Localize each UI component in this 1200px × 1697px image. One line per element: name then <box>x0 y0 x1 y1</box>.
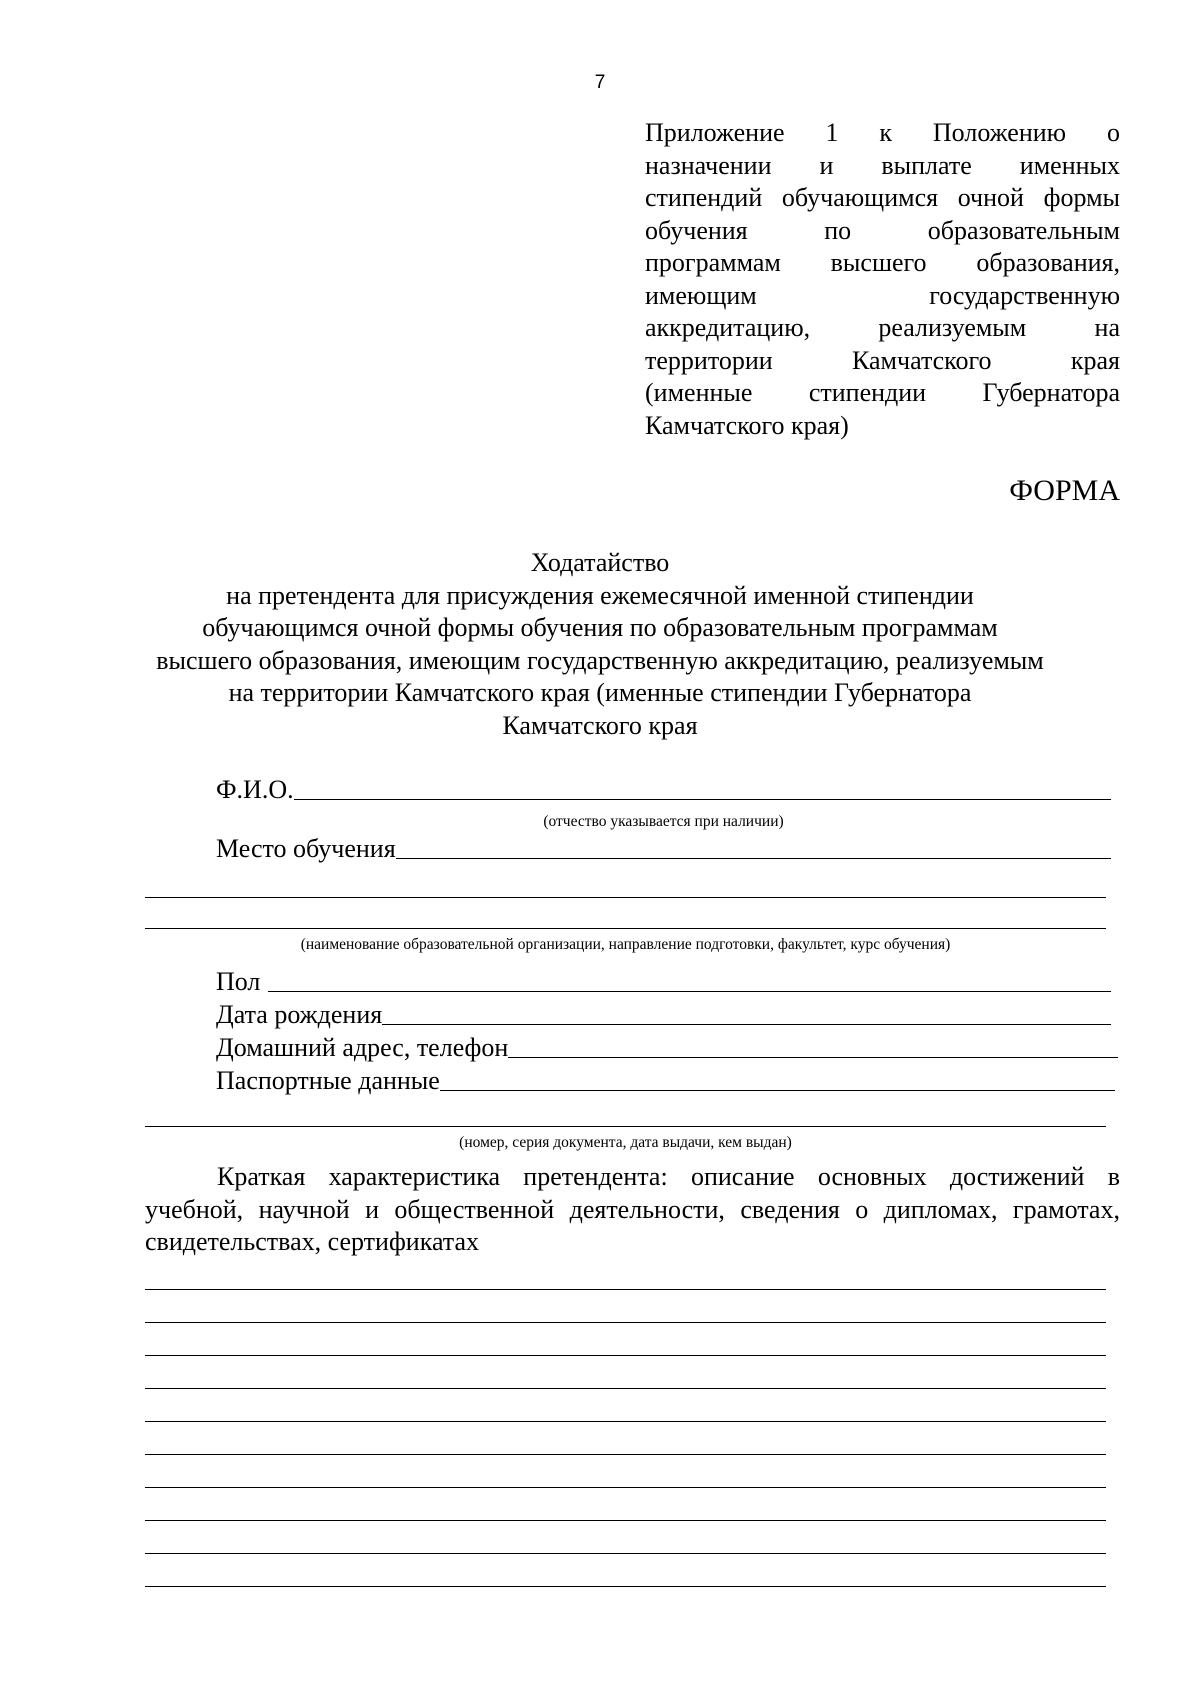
word: имеющим <box>645 280 757 310</box>
word: назначении <box>645 150 772 180</box>
appendix-line <box>645 247 1120 280</box>
characteristic-blank-line[interactable] <box>145 1454 1106 1455</box>
petition-title-line: на территории Камчатского края (именные стипендии Губернатора <box>228 678 972 707</box>
word: реализуемым <box>878 313 1027 342</box>
fio-label: Ф.И.О. <box>216 775 294 804</box>
appendix-line <box>645 377 1120 410</box>
petition-title-line: Камчатского края <box>502 710 698 740</box>
appendix-line: Камчатского края) <box>645 410 849 440</box>
word: (именные <box>645 378 753 407</box>
word: образовательным <box>927 215 1120 245</box>
characteristic-blank-line[interactable] <box>145 1421 1106 1422</box>
birth-date-input-line[interactable] <box>382 1024 1111 1025</box>
word: формы <box>1043 183 1120 212</box>
birth-date-field <box>216 1000 1111 1030</box>
word: аккредитацию, <box>645 313 811 342</box>
address-label: Домашний адрес, телефон <box>216 1033 509 1062</box>
word: выплате <box>881 150 972 180</box>
appendix-line <box>645 280 1120 313</box>
word: научной <box>258 1194 350 1224</box>
characteristic-text <box>145 1161 1120 1259</box>
characteristic-blank-line[interactable] <box>145 1388 1106 1389</box>
word: и <box>819 150 834 180</box>
word: Краткая <box>217 1162 306 1191</box>
characteristic-blank-line[interactable] <box>145 1553 1106 1554</box>
appendix-line <box>645 117 1120 150</box>
passport-input-line[interactable] <box>440 1090 1115 1091</box>
word: в <box>1107 1162 1120 1191</box>
petition-heading: Ходатайство <box>530 548 670 577</box>
petition-title-line: на претендента для присуждения ежемесячной именной стипендии <box>226 580 974 610</box>
petition-title <box>100 547 1100 742</box>
word: стипендии <box>808 378 927 407</box>
study-place-input-line[interactable] <box>396 858 1111 859</box>
word: Камчатского <box>852 345 992 375</box>
characteristic-line <box>145 1194 1120 1227</box>
word: претендента: <box>523 1162 668 1191</box>
study-place-field <box>216 834 1111 864</box>
form-label: ФОРМА <box>1009 474 1120 507</box>
fio-input-line[interactable] <box>294 799 1111 800</box>
word: о <box>855 1194 869 1224</box>
word: учебной, <box>145 1194 244 1224</box>
word: территории <box>645 345 773 375</box>
gender-field <box>216 967 1111 997</box>
word: сведения <box>740 1194 840 1224</box>
passport-extra-line[interactable] <box>145 1126 1106 1127</box>
word: дипломах, <box>883 1194 998 1224</box>
word: общественной <box>394 1194 555 1224</box>
gender-input-line[interactable] <box>268 991 1111 992</box>
word: достижений <box>949 1162 1085 1191</box>
study-place-extra-line[interactable] <box>145 928 1106 929</box>
word: и <box>365 1194 379 1224</box>
word: стипендий <box>645 183 763 212</box>
appendix-line <box>645 182 1120 215</box>
word: грамотах, <box>1012 1194 1120 1224</box>
petition-title-line: высшего образования, имеющим государственную аккредитацию, реализуемым <box>156 645 1044 675</box>
word: обучения <box>645 215 748 245</box>
passport-label: Паспортные данные <box>216 1066 440 1095</box>
characteristic-line <box>145 1161 1120 1194</box>
word: Приложение <box>645 118 785 147</box>
word: высшего <box>830 248 927 277</box>
word: на <box>1094 313 1120 342</box>
word: обучающимся <box>781 183 939 212</box>
word: по <box>824 215 852 245</box>
study-place-label: Место обучения <box>216 834 396 863</box>
word: деятельности, <box>569 1194 725 1224</box>
address-input-line[interactable] <box>508 1057 1118 1058</box>
address-field <box>216 1033 1118 1063</box>
characteristic-blank-line[interactable] <box>145 1586 1106 1587</box>
appendix-reference <box>645 117 1120 442</box>
characteristic-line: свидетельствах, сертификатах <box>145 1227 480 1256</box>
word: 1 <box>825 118 839 147</box>
birth-date-label: Дата рождения <box>216 1000 383 1029</box>
appendix-line <box>645 150 1120 183</box>
characteristic-blank-line[interactable] <box>145 1520 1106 1521</box>
passport-field <box>216 1066 1115 1096</box>
fio-field <box>216 775 1111 805</box>
word: Губернатора <box>982 378 1120 407</box>
passport-hint: (номер, серия документа, дата выдачи, кем выдан) <box>459 1134 792 1151</box>
word: программам <box>645 248 781 277</box>
petition-title-line: обучающимся очной формы обучения по образовательным программам <box>202 613 998 642</box>
characteristic-blank-line[interactable] <box>145 1355 1106 1356</box>
word: образования, <box>976 248 1120 277</box>
word: очной <box>957 183 1024 212</box>
word: именных <box>1019 150 1120 180</box>
word: о <box>1107 118 1120 147</box>
word: государственную <box>929 280 1120 310</box>
word: Положению <box>932 118 1067 147</box>
study-place-extra-line[interactable] <box>145 897 1106 898</box>
appendix-line <box>645 345 1120 378</box>
page-number: 7 <box>594 72 606 93</box>
word: к <box>879 118 892 147</box>
appendix-line <box>645 215 1120 248</box>
characteristic-blank-line[interactable] <box>145 1289 1106 1290</box>
gender-label: Пол <box>216 967 261 996</box>
word: описание <box>690 1162 795 1191</box>
word: основных <box>817 1162 927 1191</box>
fio-hint: (отчество указывается при наличии) <box>543 813 784 830</box>
appendix-line <box>645 312 1120 345</box>
characteristic-blank-line[interactable] <box>145 1322 1106 1323</box>
study-place-hint: (наименование образовательной организации, направление подготовки, факультет, курс обучения) <box>300 936 951 953</box>
word: края <box>1070 345 1120 375</box>
characteristic-blank-line[interactable] <box>145 1487 1106 1488</box>
word: характеристика <box>328 1162 501 1191</box>
